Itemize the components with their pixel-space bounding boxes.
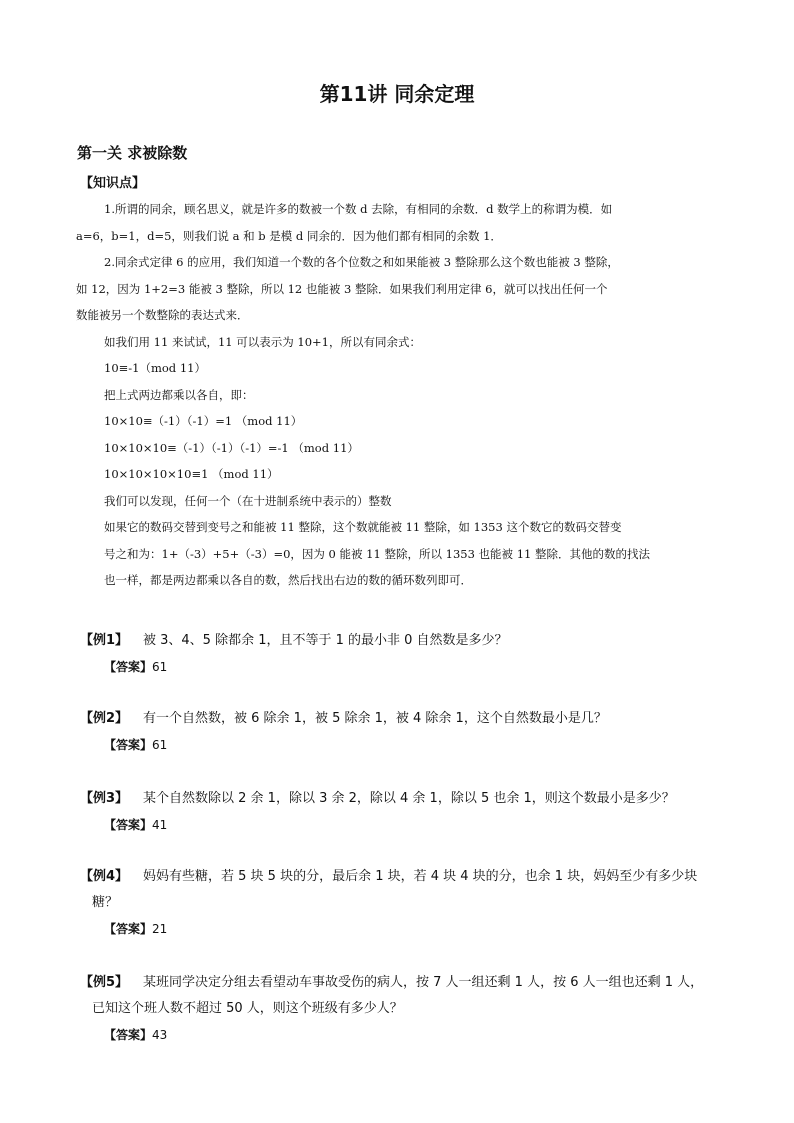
answer-value: 43 (152, 1028, 168, 1042)
knowledge-line: 我们可以发现，任何一个（在十进制系统中表示的）整数 (104, 493, 392, 508)
answer-label: 【答案】 (104, 738, 153, 752)
example-answer (80, 812, 730, 838)
knowledge-line: 10×10×10≡（-1）（-1）（-1）=-1 （mod 11） (104, 440, 359, 455)
answer-value: 61 (152, 738, 168, 752)
knowledge-heading: 【知识点】 (80, 176, 146, 191)
knowledge-line: 号之和为：1+（-3）+5+（-3）=0，因为 0 能被 11 整除，所以 1353 也能被 11 整除．其他的数的找法 (104, 546, 650, 561)
answer-label: 【答案】 (104, 660, 153, 674)
answer-value: 41 (152, 818, 168, 832)
answer-label: 【答案】 (104, 1028, 153, 1042)
answer-value: 21 (152, 922, 168, 936)
answer-label: 【答案】 (104, 818, 153, 832)
example-question: 妈妈有些糖，若 5 块 5 块的分，最后余 1 块，若 4 块 4 块的分，也余 1 块，妈妈至少有多少块 (143, 869, 698, 884)
knowledge-line: 把上式两边都乘以各自，即： (104, 387, 254, 402)
example-answer (80, 1022, 730, 1048)
knowledge-line: 如 12，因为 1+2=3 能被 3 整除，所以 12 也能被 3 整除．如果我们利用定律 6，就可以找出任何一个 (76, 281, 608, 296)
example-tag: 【例2】 (80, 711, 129, 726)
answer-label: 【答案】 (104, 922, 153, 936)
example-answer (80, 654, 730, 680)
example-answer (80, 916, 730, 942)
example-question: 某班同学决定分组去看望动车事故受伤的病人，按 7 人一组还剩 1 人，按 6 人一组也还剩 1 人， (143, 975, 704, 990)
example-question: 被 3、4、5 除都余 1，且不等于 1 的最小非 0 自然数是多少？ (143, 633, 508, 648)
knowledge-body (76, 196, 720, 594)
example-4 (80, 864, 730, 942)
knowledge-line: 也一样，都是两边都乘以各自的数，然后找出右边的数的循环数列即可． (104, 573, 472, 587)
knowledge-line: a=6，b=1，d=5，则我们说 a 和 b 是模 d 同余的．因为他们都有相同的余数 1． (76, 228, 502, 243)
knowledge-line: 1.所谓的同余，顾名思义，就是许多的数被一个数 d 去除，有相同的余数．d 数学上的称谓为模．如 (104, 202, 613, 216)
example-question: 某个自然数除以 2 余 1，除以 3 余 2，除以 4 余 1，除以 5 也余 1，则这个数最小是多少？ (143, 791, 675, 806)
example-2 (80, 706, 730, 758)
example-tag: 【例3】 (80, 791, 129, 806)
knowledge-line: 10×10×10×10≡1 （mod 11） (104, 467, 279, 481)
example-1 (80, 628, 730, 680)
example-tag: 【例5】 (80, 975, 129, 990)
answer-value: 61 (152, 660, 168, 674)
section-title: 第一关 求被除数 (77, 144, 188, 162)
knowledge-line: 2.同余式定律 6 的应用，我们知道一个数的各个位数之和如果能被 3 整除那么这个数也能被 3 整除， (104, 255, 619, 269)
example-question: 有一个自然数，被 6 除余 1，被 5 除余 1，被 4 除余 1，这个自然数最小是几？ (143, 711, 607, 726)
knowledge-line: 10×10≡（-1）（-1）=1 （mod 11） (104, 414, 303, 428)
knowledge-line: 10≡-1（mod 11） (104, 361, 206, 375)
example-3 (80, 786, 730, 838)
example-question-cont: 已知这个班人数不超过 50 人，则这个班级有多少人？ (92, 1001, 403, 1016)
knowledge-line: 数能被另一个数整除的表达式来． (76, 308, 249, 322)
example-5 (80, 970, 730, 1048)
knowledge-line: 如我们用 11 来试试，11 可以表示为 10+1，所以有同余式： (104, 334, 421, 349)
example-tag: 【例1】 (80, 633, 129, 648)
example-question-cont: 糖？ (92, 895, 119, 910)
example-tag: 【例4】 (80, 869, 129, 884)
page-title: 第11讲 同余定理 (319, 82, 475, 106)
knowledge-line: 如果它的数码交替到变号之和能被 11 整除，这个数就能被 11 整除，如 1353 这个数它的数码交替变 (104, 520, 622, 534)
example-answer (80, 732, 730, 758)
